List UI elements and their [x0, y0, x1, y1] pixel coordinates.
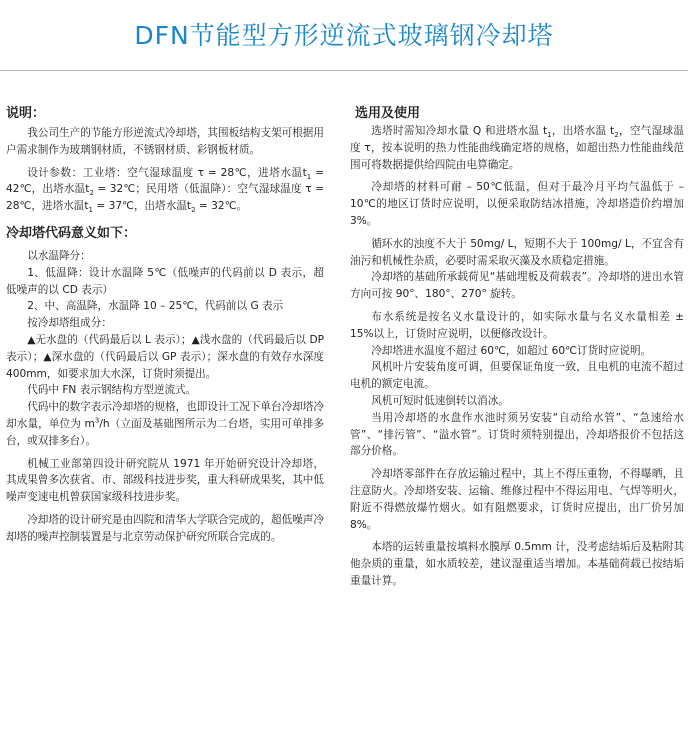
unit-superscript: 3: [94, 416, 100, 425]
code-paragraph: ▲无水盘的（代码最后以 L 表示）；▲浅水盘的（代码最后以 DP 表示）；▲深水盘的（代码最后以 GP 表示）；深水盘的有效存水深度 400mm，如要求加大水深，订货时须提出。: [6, 333, 324, 380]
params-subscript: 2: [89, 189, 94, 198]
usage-text: 选塔时需知冷却水量 Q 和进塔水温 t: [371, 125, 548, 137]
code-paragraph: 代码中 FN 表示钢结构方型逆流式。: [27, 384, 197, 397]
history-paragraph: 机械工业部第四设计研究院从 1971 年开始研究设计冷却塔，其成果曾多次获省、市、部级科技进步奖，重大科研成果奖，其中低噪声变速电机曾获国家级科技进步奖。: [6, 457, 324, 504]
usage-text: ，出塔水温 t: [551, 125, 615, 137]
code-text: 代码中的数字表示冷却塔的规格，也即设计工况下单台冷却塔冷却水量，单位为 m: [6, 401, 324, 430]
usage-paragraph: 风机可短时低速倒转以消冰。: [371, 394, 509, 407]
params-subscript: 1: [88, 206, 93, 215]
code-text: /h（立面及基础图所示为二台塔，实用可单排多台，或双排多台）。: [6, 417, 324, 447]
left-column: [6, 105, 324, 546]
params-text: = 32℃；民用塔（低温降）：空气湿球温度 τ = 28℃，进塔水温t: [6, 183, 324, 213]
usage-subscript: 1: [547, 131, 552, 140]
code-paragraph: 1、低温降：设计水温降 5℃（低噪声的代码前以 D 表示，超低噪声的以 CD 表示）: [6, 266, 324, 296]
params-text: = 32℃。: [195, 200, 248, 213]
usage-paragraph: [350, 123, 684, 173]
code-paragraph: [6, 399, 324, 449]
params-text: = 37℃，出塔水温t: [92, 200, 192, 213]
usage-paragraph: 冷却塔的材料可耐 – 50℃低温，但对于最冷月平均气温低于 – 10℃的地区订货时应说明，以便采取防结冰措施，冷却塔造价约增加 3%。: [350, 181, 684, 227]
usage-paragraph: 风机叶片安装角度可调，但要保证角度一致，且电机的电流不超过电机的额定电流。: [350, 361, 684, 391]
title-divider: [0, 70, 688, 71]
code-paragraph: 2、中、高温降，水温降 10 – 25℃，代码前以 G 表示: [27, 300, 284, 313]
usage-subscript: 2: [614, 131, 619, 140]
code-paragraph: 以水温降分：: [27, 249, 91, 262]
description-paragraph: 我公司生产的节能方形逆流式冷却塔，其围板结构支架可根据用户需求制作为玻璃钢材质，不锈钢材质、彩钢板材质。: [6, 127, 324, 156]
params-subscript: 2: [191, 206, 196, 215]
code-meaning-heading: 冷却塔代码意义如下：: [6, 225, 137, 241]
history-paragraph: 冷却塔的设计研究是由四院和清华大学联合完成的，超低噪声冷却塔的噪声控制装置是与北京劳动保护研究所联合完成的。: [6, 513, 324, 543]
usage-paragraph: 冷却塔零部件在存放运输过程中，其上不得压重物，不得曝晒，且注意防火。冷却塔安装、运输、维修过程中不得运用电、气焊等明火，附近不得燃放爆竹烟火。如有阻燃要求，订货时应提出，出厂价另加 8%。: [350, 468, 684, 531]
selection-usage-heading: 选用及使用: [355, 106, 421, 121]
usage-paragraph: 当用冷却塔的水盘作水池时须另安装“自动给水管”、“急速给水管”、“排污管”、“溢水管”。订货时须特别提出，冷却塔报价不包括这部分价格。: [350, 411, 684, 458]
params-text: = 42℃，出塔水温t: [6, 166, 324, 196]
design-parameters-paragraph: [6, 165, 324, 215]
usage-paragraph: 冷却塔的基础所承载荷见“基础埋板及荷载表”。冷却塔的进出水管方向可按 90°、180°、270° 旋转。: [350, 271, 684, 301]
usage-paragraph: 本塔的运转重量按填料水膜厚 0.5mm 计，没考虑结垢后及粘附其他杂质的重量，如水质较差，建议湿重适当增加。本基础荷载已按结垢重量计算。: [350, 541, 684, 587]
usage-paragraph: 布水系统是按名义水量设计的，如实际水量与名义水量相差 ± 15%以上，订货时应说明，以便修改设计。: [350, 310, 684, 340]
usage-text: ，空气湿球温度 τ，按本说明的热力性能曲线确定塔的规格，如超出热力性能曲线范围可将数据提供给四院由电算确定。: [350, 125, 684, 171]
usage-paragraph: 循环水的浊度不大于 50mg/ L，短期不大于 100mg/ L，不宜含有油污和机械性杂质，必要时需采取灭藻及水质稳定措施。: [350, 237, 684, 267]
right-column: [350, 105, 684, 590]
params-subscript: 1: [306, 172, 312, 181]
description-heading: 说明：: [6, 106, 46, 121]
code-paragraph: 按冷却塔组成分：: [27, 317, 112, 330]
params-text: 设计参数：工业塔：空气湿球温度 τ = 28℃，进塔水温t: [27, 166, 307, 179]
page-title: DFN节能型方形逆流式玻璃钢冷却塔: [134, 21, 554, 50]
usage-paragraph: 冷却塔进水温度不超过 60℃，如超过 60℃订货时应说明。: [371, 344, 652, 357]
